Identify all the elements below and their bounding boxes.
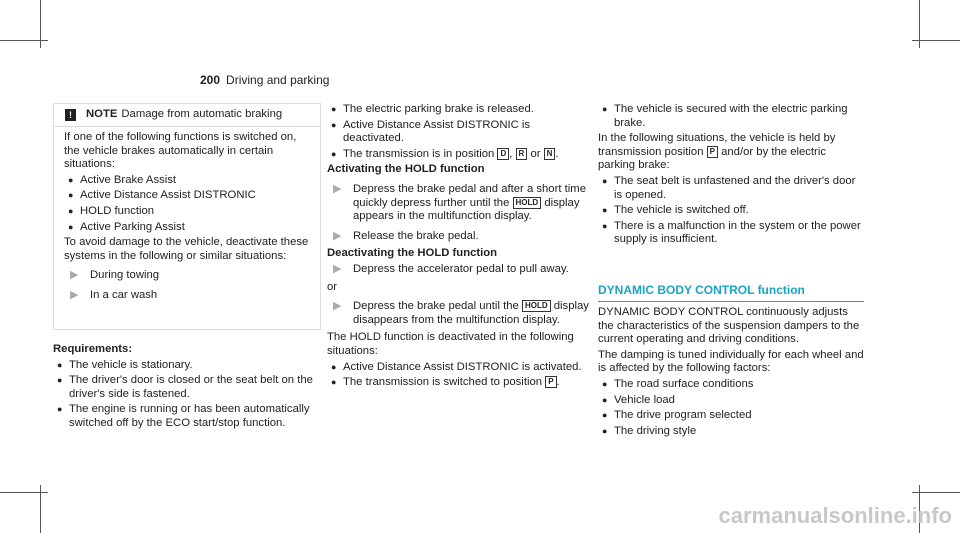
note-intro: If one of the following functions is switched on, the vehicle brakes automatically in certain situations: xyxy=(64,131,297,171)
crop-mark xyxy=(912,40,960,41)
list-item: ● Active Distance Assist DISTRONIC is deactivated. xyxy=(331,118,531,145)
arrow-icon: ▶ xyxy=(70,288,79,301)
action-item: ▶ During towing xyxy=(70,269,160,282)
list-item: ● The vehicle is secured with the electric parking brake. xyxy=(602,103,848,129)
arrow-icon: ▶ xyxy=(333,300,342,313)
gear-r-symbol: R xyxy=(516,148,528,160)
dbc-section xyxy=(598,306,866,440)
list-item: ● The electric parking brake is released. xyxy=(331,103,534,115)
requirements-heading: Requirements: xyxy=(53,343,133,355)
warning-icon: ! xyxy=(65,109,76,121)
gear-d-symbol: D xyxy=(497,148,509,160)
list-item: ● The driver's door is closed or the seat belt on the driver's side is fastened. xyxy=(57,374,313,400)
list-item: ● HOLD function xyxy=(68,204,155,217)
list-item: ● The vehicle is switched off. xyxy=(602,204,749,217)
crop-mark xyxy=(0,492,48,493)
note-body xyxy=(54,127,320,303)
list-item: ● The drive program selected xyxy=(602,409,752,422)
activating-heading: Activating the HOLD function xyxy=(327,163,485,176)
list-item: ● The driving style xyxy=(602,424,697,437)
page-title: Driving and parking xyxy=(226,73,330,87)
crop-mark xyxy=(0,40,48,41)
list-item: ● Vehicle load xyxy=(602,393,675,406)
hold-symbol: HOLD xyxy=(522,300,551,312)
arrow-icon: ▶ xyxy=(70,269,79,282)
list-item: ● Active Distance Assist DISTRONIC is activated. xyxy=(331,360,582,373)
arrow-icon: ▶ xyxy=(333,229,342,242)
note-header xyxy=(54,104,320,127)
list-item: ● The engine is running or has been automatically switched off by the ECO start/stop function. xyxy=(57,403,310,429)
list-item: ● There is a malfunction in the system or the power supply is insufficient. xyxy=(602,219,861,246)
action-item: ▶ Depress the brake pedal until the HOLD display disappears from the multifunction display. xyxy=(333,300,589,326)
note-advice: To avoid damage to the vehicle, deactivate these systems in the following or similar situations: xyxy=(64,236,309,262)
or-text: or xyxy=(327,280,338,293)
action-item: ▶ Depress the brake pedal and after a short time quickly depress further until the HOLD display appears in the multifunction display. xyxy=(333,182,586,223)
dbc-paragraph: DYNAMIC BODY CONTROL continuously adjusts the characteristics of the suspension dampers to the current operating and driving conditions. xyxy=(598,306,860,346)
list-item: ● The transmission is switched to position P . xyxy=(331,376,560,389)
list-item: ● Active Distance Assist DISTRONIC xyxy=(68,189,256,202)
deactivating-heading: Deactivating the HOLD function xyxy=(327,247,498,260)
page-header xyxy=(200,73,329,87)
gear-p-symbol: P xyxy=(707,146,718,158)
deactivation-intro: The HOLD function is deactivated in the following situations: xyxy=(327,331,574,357)
action-item: ▶ Depress the accelerator pedal to pull away. xyxy=(333,262,569,275)
list-item: ● The seat belt is unfastened and the driver's door is opened. xyxy=(602,174,856,201)
arrow-icon: ▶ xyxy=(333,262,342,275)
action-item: ▶ Release the brake pedal. xyxy=(333,229,479,242)
list-item: ● Active Brake Assist xyxy=(68,173,177,186)
arrow-icon: ▶ xyxy=(333,182,342,195)
held-paragraph: In the following situations, the vehicle is held by transmission position P and/or by the electric parking brake: xyxy=(598,132,836,172)
gear-n-symbol: N xyxy=(544,148,556,160)
damping-paragraph: The damping is tuned individually for each wheel and is affected by the following factors: xyxy=(598,348,864,375)
column-hold xyxy=(327,103,589,392)
requirements-section xyxy=(53,341,325,433)
list-item: ● The transmission is in position D , R or N . xyxy=(331,147,559,160)
note-title: NOTE Damage from automatic braking xyxy=(86,108,283,120)
note-box xyxy=(53,103,321,330)
list-item: ● Active Parking Assist xyxy=(68,220,185,233)
action-item: ▶ In a car wash xyxy=(70,288,158,301)
page-number: 200 xyxy=(200,73,221,87)
gear-p-symbol: P xyxy=(545,376,556,388)
column-right xyxy=(598,103,866,249)
section-title: DYNAMIC BODY CONTROL function xyxy=(598,283,864,302)
watermark: carmanualsonline.info xyxy=(718,503,952,528)
list-item: ● The vehicle is stationary. xyxy=(57,358,193,371)
hold-symbol: HOLD xyxy=(513,197,542,209)
crop-mark xyxy=(912,492,960,493)
list-item: ● The road surface conditions xyxy=(602,377,754,390)
